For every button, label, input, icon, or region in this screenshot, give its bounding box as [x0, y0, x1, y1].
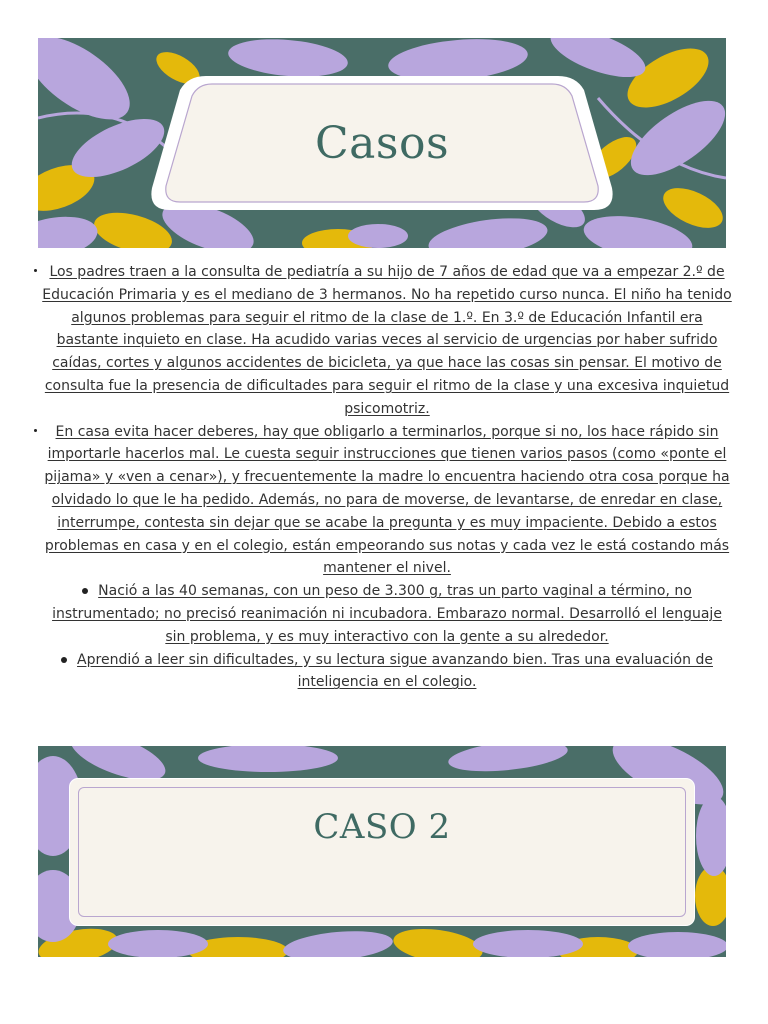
- bullet-icon: [34, 429, 37, 432]
- paragraph-1: Los padres traen a la consulta de pediatría a su hijo de 7 años de edad que va a empezar 2.º de Educación Primaria y es el mediano de 3 hermanos. No ha repetido curso nunca. El niño ha tenido algunos problemas para seguir el ritmo de la clase de 1.º. En 3.º de Educación Infantil era bastante inquieto en clase. Ha acudido varias veces al servicio de urgencias por haber sufrido caídas, cortes y algunos accidentes de bicicleta, ya que hace las cosas sin pensar. El motivo de consulta fue la presencia de dificultades para seguir el ritmo de la clase y una excesiva inquietud psicomotriz.: [42, 261, 732, 421]
- caso-2-banner: [38, 746, 726, 957]
- bullet-icon: [34, 269, 37, 272]
- paragraph-4: Aprendió a leer sin dificultades, y su lectura sigue avanzando bien. Tras una evaluación de inteligencia en el colegio.: [42, 649, 732, 695]
- bullet-icon: [61, 657, 67, 663]
- page-title: Casos: [314, 117, 450, 169]
- paragraph-3: Nació a las 40 semanas, con un peso de 3.300 g, tras un parto vaginal a término, no instrumentado; no precisó reanimación ni incubadora. Embarazo normal. Desarrolló el lenguaje sin problema, y es muy interactivo con la gente a su alrededor.: [52, 583, 722, 645]
- bullet-icon: [82, 588, 88, 594]
- caso-2-title-card: [70, 779, 694, 925]
- casos-header-banner: [38, 38, 726, 248]
- case-description: [42, 261, 732, 694]
- paragraph-2: En casa evita hacer deberes, hay que obligarlo a terminarlos, porque si no, los hace rápido sin importarle hacerlos mal. Le cuesta seguir instrucciones que tienen varios pasos (como «ponte el pijama» y «ven a cenar»), y frecuentemente la madre lo encuentra haciendo otra cosa porque ha olvidado lo que le ha pedido. Además, no para de moverse, de levantarse, de enredar en clase, interrumpe, contesta sin dejar que se acabe la pregunta y es muy impaciente. Debido a estos problemas en casa y en el colegio, están empeorando sus notas y cada vez le está costando más mantener el nivel.: [42, 421, 732, 581]
- section-title: CASO 2: [313, 807, 451, 847]
- casos-title-card: [148, 70, 616, 216]
